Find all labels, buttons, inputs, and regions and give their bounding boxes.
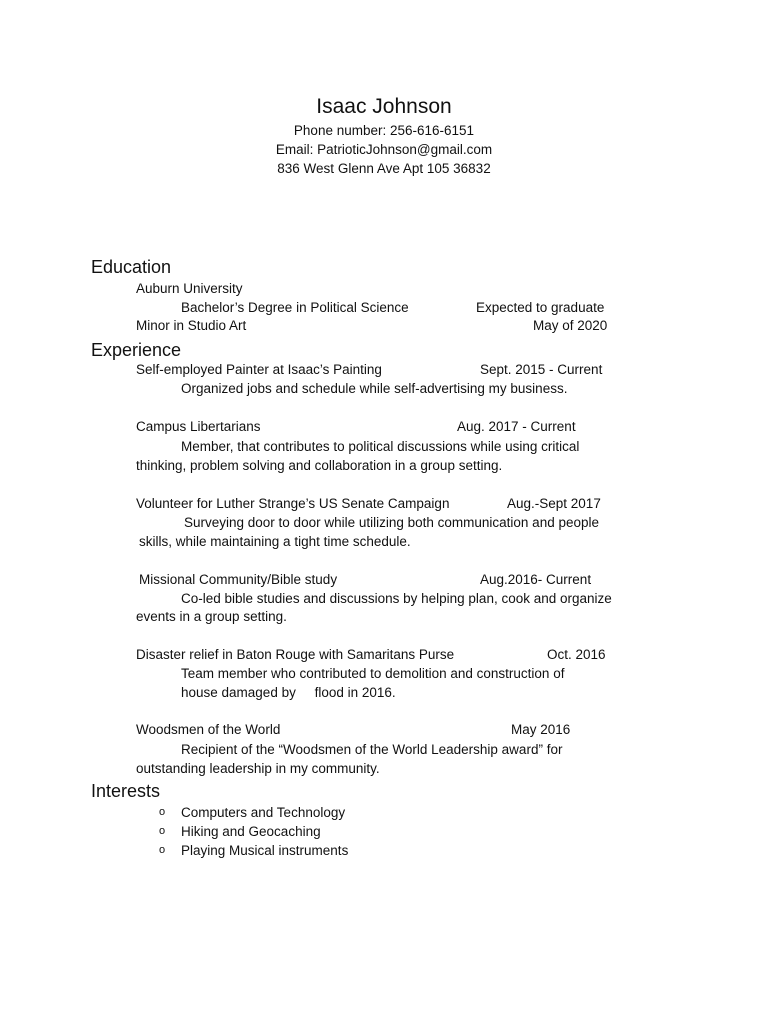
interest-item: Hiking and Geocaching	[181, 824, 321, 839]
experience-title: Missional Community/Bible study	[139, 572, 338, 587]
experience-description: Organized jobs and schedule while self-advertising my business.	[181, 381, 568, 396]
education-expected: Expected to graduate	[476, 300, 605, 315]
experience-description: Recipient of the “Woodsmen of the World Leadership award” for	[181, 742, 563, 757]
experience-title: Self-employed Painter at Isaac’s Painting	[136, 362, 382, 377]
experience-date: Aug.-Sept 2017	[507, 496, 601, 511]
email-address: Email: PatrioticJohnson@gmail.com	[275, 142, 493, 157]
bullet-icon: o	[159, 844, 166, 856]
experience-date: Sept. 2015 - Current	[480, 362, 603, 377]
experience-title: Disaster relief in Baton Rouge with Samaritans Purse	[136, 647, 455, 662]
experience-heading: Experience	[91, 340, 182, 360]
experience-description-cont: house damaged by flood in 2016.	[181, 685, 396, 700]
experience-description-cont: skills, while maintaining a tight time schedule.	[139, 534, 411, 549]
bullet-icon: o	[159, 806, 166, 818]
interest-item: Playing Musical instruments	[181, 843, 349, 858]
interest-item: Computers and Technology	[181, 805, 346, 820]
experience-date: Oct. 2016	[547, 647, 606, 662]
experience-description: Surveying door to door while utilizing both communication and people	[184, 515, 599, 530]
experience-description: Team member who contributed to demolition and construction of	[181, 666, 565, 681]
education-grad-date: May of 2020	[533, 318, 608, 333]
experience-description-cont: thinking, problem solving and collaboration in a group setting.	[136, 458, 503, 473]
education-degree: Bachelor’s Degree in Political Science	[181, 300, 409, 315]
bullet-icon: o	[159, 825, 166, 837]
experience-title: Woodsmen of the World	[136, 722, 281, 737]
experience-description: Co-led bible studies and discussions by helping plan, cook and organize	[181, 591, 612, 606]
experience-date: Aug.2016- Current	[480, 572, 592, 587]
interests-heading: Interests	[91, 781, 161, 801]
experience-description-cont: outstanding leadership in my community.	[136, 761, 380, 776]
experience-title: Campus Libertarians	[136, 419, 261, 434]
candidate-name: Isaac Johnson	[316, 95, 452, 118]
phone-number: Phone number: 256-616-6151	[293, 123, 475, 138]
experience-description-cont: events in a group setting.	[136, 609, 287, 624]
education-minor: Minor in Studio Art	[136, 318, 247, 333]
experience-date: Aug. 2017 - Current	[457, 419, 576, 434]
education-school: Auburn University	[136, 281, 243, 296]
experience-title: Volunteer for Luther Strange’s US Senate Campaign	[136, 496, 450, 511]
education-heading: Education	[91, 257, 172, 277]
street-address: 836 West Glenn Ave Apt 105 36832	[277, 161, 491, 176]
experience-date: May 2016	[511, 722, 571, 737]
experience-description: Member, that contributes to political discussions while using critical	[181, 439, 580, 454]
